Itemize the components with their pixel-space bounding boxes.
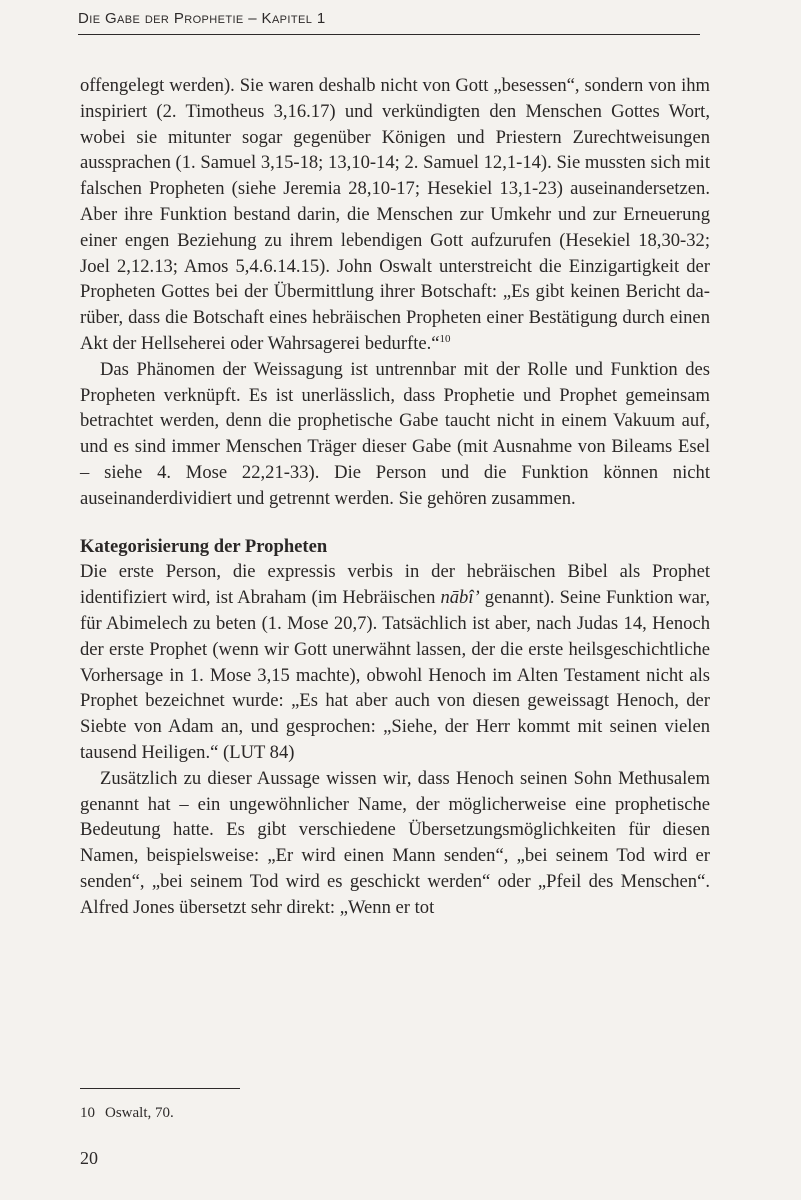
page-number: 20 — [80, 1148, 98, 1168]
footnote-number: 10 — [80, 1105, 95, 1121]
footnote-rule — [80, 1088, 240, 1089]
running-head — [78, 10, 700, 27]
footnote — [80, 1103, 174, 1123]
paragraph-3-text-a: Die erste Person, die expressis verbis in der hebräischen Bibel als Prophet identifiziert wird, ist Abraham (im Hebräischen — [80, 561, 710, 609]
paragraph-1-text: offengelegt werden). Sie waren deshalb nicht von Gott „besessen“, sondern von ihm inspiriert (2. Timotheus 3,16.17) und verkündigten den Menschen Gottes Wort, wobei sie mitunter sogar gegenüber Königen und Priestern Zurechtweisungen aussprachen (1. Samuel 3,15-18; 13,10-14; 2. Samuel 12,1-14). Sie mussten sich mit falschen Propheten (siehe Jeremia 28,10-17; Hesekiel 13,1-23) auseinandersetzen. Aber ihre Funktion bestand darin, die Menschen zur Umkehr und zur Erneuerung einer engen Beziehung zu ihrem lebendigen Gott aufzurufen (Hesekiel 18,30-32; Joel 2,12.13; Amos 5,4.6.14.15). John Oswalt unterstreicht die Einzigartigkeit der Propheten Gottes bei der Übermittlung ihrer Botschaft: „Es gibt keinen Bericht darüber, dass die Botschaft eines hebräischen Propheten einer Bestätigung durch einen Akt der Hellseherei oder Wahrsagerei bedurfte.“ — [80, 75, 710, 354]
footnote-reference: 10 — [439, 332, 451, 345]
section-heading: Kategorisierung der Propheten — [80, 535, 328, 557]
paragraph-2: Das Phänomen der Weissagung ist untrennbar mit der Rolle und Funktion des Propheten verknüpft. Es ist unerlässlich, dass Prophetie und Prophet gemeinsam betrachtet werden, denn die prophetische Gabe taucht nicht in einem Vakuum auf, und es sind immer Menschen Träger dieser Gabe (mit Ausnahme von Bileams Esel – siehe 4. Mose 22,21-33). Die Person und die Funktion können nicht auseinanderdividiert und getrennt werden. Sie gehören zusammen. — [80, 358, 710, 509]
paragraph-1 — [80, 73, 710, 357]
running-head-title: Die Gabe der Prophetie – Kapitel 1 — [78, 10, 326, 27]
header-rule — [78, 34, 700, 35]
paragraph-3 — [80, 559, 710, 765]
paragraph-4: Zusätzlich zu dieser Aussage wissen wir, dass Henoch seinen Sohn Methusalem genannt hat – ein ungewöhnlicher Name, der möglicherweise eine prophetische Bedeutung hatte. Es gibt verschiedene Übersetzungsmöglichkeiten für diesen Namen, beispielsweise: „Er wird einen Mann senden“, „bei seinem Tod wird er senden“, „bei seinem Tod wird es geschickt werden“ oder „Pfeil des Menschen“. Alfred Jones übersetzt sehr direkt: „Wenn er tot — [80, 767, 710, 918]
body-text — [80, 73, 710, 921]
paragraph-3-text-b: genannt). Seine Funktion war, für Abimelech zu beten (1. Mose 20,7). Tatsächlich ist aber, nach Judas 14, Henoch der erste Prophet (wenn wir Gott unerwähnt lassen, der die erste heilsgeschichtliche Vorhersage in 1. Mose 3,15 machte), obwohl Henoch im Alten Testament nicht als Prophet bezeichnet wurde: „Es hat aber auch von diesen geweissagt Henoch, der Siebte von Adam an, und gesprochen: „Siehe, der Herr kommt mit seinen vielen tausend Heiligen.“ (LUT 84) — [80, 587, 710, 763]
footnote-text: Oswalt, 70. — [105, 1105, 174, 1121]
hebrew-term: nābî’ — [440, 587, 480, 609]
